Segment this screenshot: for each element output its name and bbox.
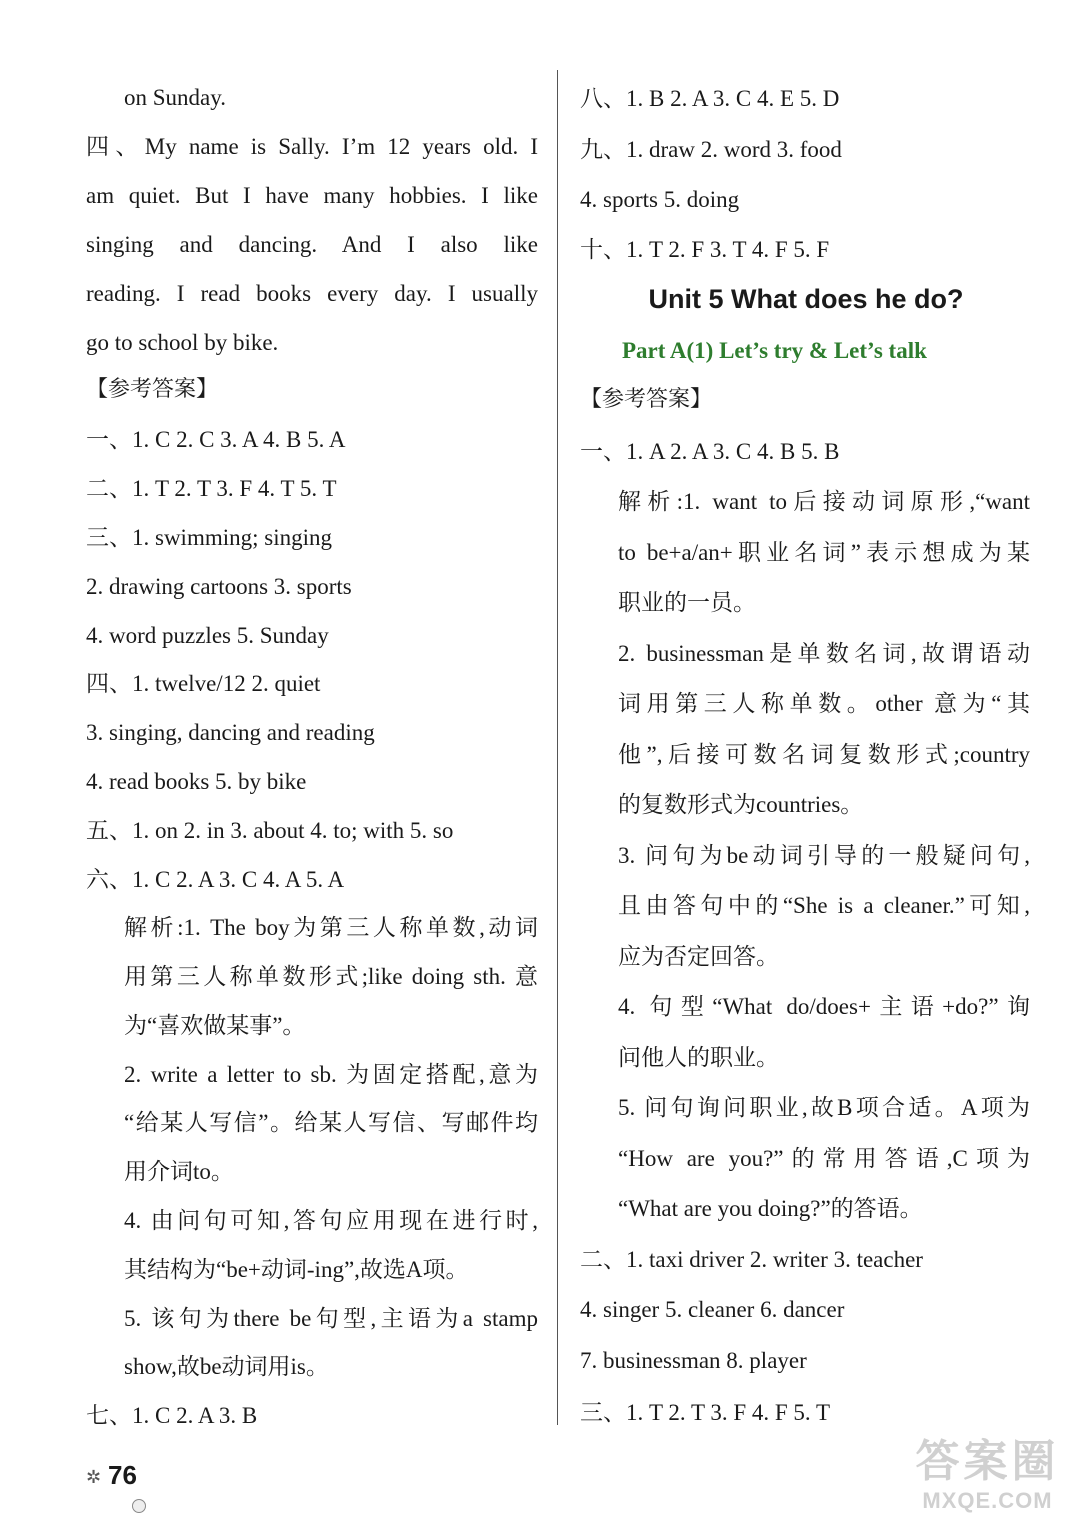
answer-heading: 【参考答案】 [580,387,713,412]
page-number: 76 [108,1460,137,1490]
explanation-line: 他”,后接可数名词复数形式;country [618,742,1030,767]
explanation-line: 为“喜欢做某事”。 [124,1013,306,1038]
explanation-line: 的复数形式为countries。 [618,792,864,817]
watermark-top: 答案圈 [915,1437,1060,1486]
watermark-logo [900,1437,1075,1513]
answer-line: 3. singing, dancing and reading [86,720,375,745]
explanation-line: 其结构为“be+动词-ing”,故选A项。 [124,1257,469,1282]
explanation-line: 问他人的职业。 [618,1045,779,1070]
text-line: am quiet. But I have many hobbies. I like [86,183,538,208]
answer-line: 一、1. A 2. A 3. C 4. B 5. B [580,439,840,464]
answer-line: 三、1. swimming; singing [86,525,332,550]
answer-line: 7. businessman 8. player [580,1348,807,1373]
text-line: singing and dancing. And I also like [86,232,538,257]
answer-line: 4. singer 5. cleaner 6. dancer [580,1297,845,1322]
unit-title: Unit 5 What does he do? [648,284,964,314]
explanation-line: 解析:1. The boy为第三人称单数,动词 [124,915,538,940]
explanation-line: show,故be动词用is。 [124,1354,329,1379]
ring-icon [132,1499,146,1513]
explanation-line: “给某人写信”。给某人写信、写邮件均 [124,1110,538,1135]
answer-line: 六、1. C 2. A 3. C 4. A 5. A [86,867,345,892]
part-title: Part A(1) Let’s try & Let’s talk [622,338,927,363]
text-line: on Sunday. [124,85,227,110]
explanation-line: 3. 问句为be动词引导的一般疑问句, [618,843,1030,868]
explanation-line: 用第三人称单数形式;like doing sth. 意 [124,964,538,989]
explanation-line: 5. 该句为there be句型,主语为a stamp [124,1306,538,1331]
explanation-line: 解析:1. want to后接动词原形,“want [618,489,1030,514]
answer-line: 五、1. on 2. in 3. about 4. to; with 5. so [86,818,454,843]
text-line: 四、My name is Sally. I’m 12 years old. I [86,134,538,159]
explanation-line: 4. 由问句可知,答句应用现在进行时, [124,1208,538,1233]
explanation-line: 2. write a letter to sb. 为固定搭配,意为 [124,1062,538,1087]
explanation-line: 用介词to。 [124,1159,234,1184]
answer-heading: 【参考答案】 [86,377,219,402]
answer-line: 七、1. C 2. A 3. B [86,1403,258,1428]
explanation-line: 应为否定回答。 [618,944,779,969]
text-line: go to school by bike. [86,330,279,355]
answer-line: 二、1. taxi driver 2. writer 3. teacher [580,1247,923,1272]
explanation-line: 且由答句中的“She is a cleaner.”可知, [618,893,1030,918]
answer-line: 4. word puzzles 5. Sunday [86,623,329,648]
column-divider [557,70,558,1425]
star-icon: ✲ [86,1467,102,1487]
explanation-line: 4. 句型“What do/does+主语+do?”询 [618,994,1030,1019]
answer-line: 三、1. T 2. T 3. F 4. F 5. T [580,1400,831,1425]
answer-line: 2. drawing cartoons 3. sports [86,574,352,599]
answer-line: 十、1. T 2. F 3. T 4. F 5. F [580,237,830,262]
answer-line: 一、1. C 2. C 3. A 4. B 5. A [86,427,346,452]
answer-line: 四、1. twelve/12 2. quiet [86,671,321,696]
explanation-line: 职业的一员。 [618,590,756,615]
explanation-line: to be+a/an+职业名词”表示想成为某 [618,540,1030,565]
explanation-line: 词用第三人称单数。other 意为“其 [618,691,1030,716]
explanation-line: “How are you?”的常用答语,C项为 [618,1146,1030,1171]
watermark-bottom: MXQE.COM [922,1488,1053,1513]
answer-line: 八、1. B 2. A 3. C 4. E 5. D [580,86,840,111]
answer-line: 4. read books 5. by bike [86,769,307,794]
answer-line: 4. sports 5. doing [580,187,740,212]
answer-line: 二、1. T 2. T 3. F 4. T 5. T [86,476,337,501]
text-line: reading. I read books every day. I usually [86,281,538,306]
explanation-line: “What are you doing?”的答语。 [618,1196,923,1221]
explanation-line: 5. 问句询问职业,故B项合适。A项为 [618,1095,1030,1120]
answer-line: 九、1. draw 2. word 3. food [580,137,842,162]
explanation-line: 2. businessman是单数名词,故谓语动 [618,641,1030,666]
